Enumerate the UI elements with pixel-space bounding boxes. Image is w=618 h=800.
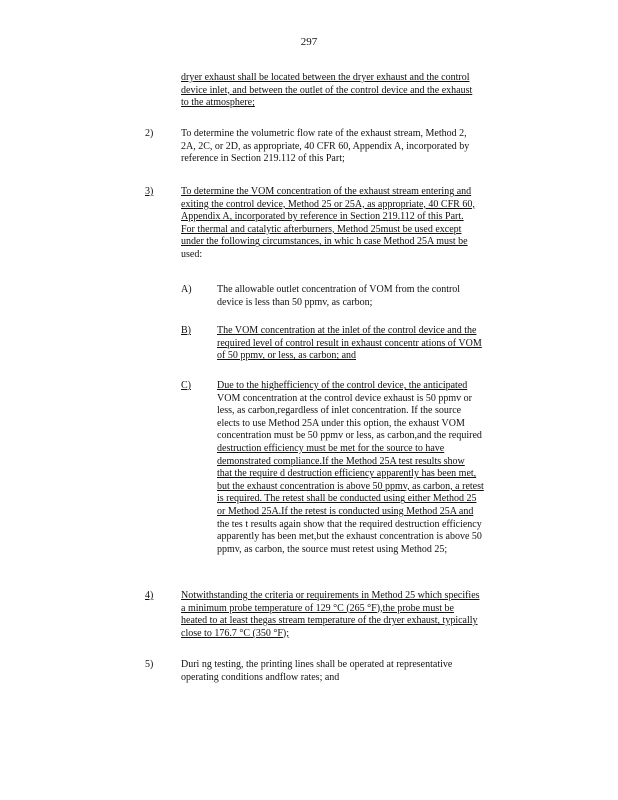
item-number-3: 3) [145, 186, 154, 197]
text-line: is required. The retest shall be conducted using either Method 25 [217, 493, 477, 505]
item-number-5: 5) [145, 659, 154, 670]
text-line: destruction efficiency must be met for the source to have [217, 442, 445, 454]
text-line: device inlet, and between the outlet of the control device and the exhaust [181, 84, 473, 96]
item-5-paragraph [181, 659, 452, 684]
text-line: To determine the volumetric flow rate of the exhaust stream, Method 2, [181, 128, 467, 139]
text-line: exiting the control device, Method 25 or 25A, as appropriate, 40 CFR 60, [181, 198, 475, 210]
item-a-paragraph [217, 284, 460, 309]
text-line: The VOM concentration at the inlet of the control device and the [217, 325, 477, 336]
text-line: For thermal and catalytic afterburners, Method 25must be used except [181, 223, 462, 235]
text-line: demonstrated compliance.If the Method 25A test results show [217, 455, 465, 467]
intro-paragraph [181, 72, 472, 110]
item-number-c: C) [181, 380, 191, 391]
text-line: close to 176.7 °C (350 °F); [181, 627, 289, 639]
text-line: elects to use Method 25A under this option, the exhaust VOM [217, 417, 465, 429]
item-number-4: 4) [145, 590, 154, 601]
text-line: to the atmosphere; [181, 97, 255, 109]
text-line: but the exhaust concentration is above 50 ppmv, as carbon, a retest [217, 480, 484, 492]
text-line: the tes t results again show that the required destruction efficiency [217, 518, 482, 530]
text-line: used: [181, 248, 203, 260]
text-line: Appendix A, incorporated by reference in Section 219.112 of this Part. [181, 211, 464, 223]
item-4-paragraph [181, 590, 480, 640]
text-line: The allowable outlet concentration of VOM from the control [217, 284, 461, 295]
page-number: 297 [300, 36, 318, 48]
text-line: Due to the highefficiency of the control device, the anticipated [217, 380, 468, 391]
text-line: device is less than 50 ppmv, as carbon; [217, 296, 373, 308]
text-line: a minimum probe temperature of 129 °C (265 °F),the probe must be [181, 602, 454, 614]
item-c-paragraph [217, 380, 484, 556]
item-b-paragraph [217, 325, 482, 363]
text-line: ppmv, as carbon, the source must retest using Method 25; [217, 543, 448, 555]
item-3-paragraph [181, 186, 475, 262]
text-line: Duri ng testing, the printing lines shall be operated at representative [181, 659, 453, 670]
text-line: of 50 ppmv, or less, as carbon; and [217, 350, 357, 362]
text-line: concentration must be 50 ppmv or less, as carbon,and the required [217, 430, 482, 442]
item-number-b: B) [181, 325, 191, 336]
text-line: apparently has been met,but the exhaust concentration is above 50 [217, 531, 482, 543]
text-line: dryer exhaust shall be located between the dryer exhaust and the control [181, 72, 470, 83]
text-line: Notwithstanding the criteria or requirements in Method 25 which specifies [181, 590, 480, 601]
text-line: less, as carbon,regardless of inlet concentration. If the source [217, 405, 462, 417]
item-number-2: 2) [145, 128, 154, 139]
item-2-paragraph [181, 128, 469, 166]
text-line: under the following circumstances, in whic h case Method 25A must be [181, 236, 468, 248]
text-line: reference in Section 219.112 of this Part; [181, 153, 345, 165]
text-line: To determine the VOM concentration of the exhaust stream entering and [181, 186, 472, 197]
item-number-a: A) [181, 284, 192, 295]
text-line: or Method 25A.If the retest is conducted using Method 25A and [217, 505, 474, 517]
text-line: operating conditions andflow rates; and [181, 671, 340, 683]
text-line: that the require d destruction efficiency apparently has been met, [217, 468, 477, 480]
text-line: heated to at least thegas stream temperature of the dryer exhaust, typically [181, 615, 478, 627]
text-line: 2A, 2C, or 2D, as appropriate, 40 CFR 60, Appendix A, incorporated by [181, 140, 470, 152]
text-line: VOM concentration at the control device exhaust is 50 ppmv or [217, 392, 472, 404]
text-line: required level of control result in exhaust concentr ations of VOM [217, 337, 482, 349]
